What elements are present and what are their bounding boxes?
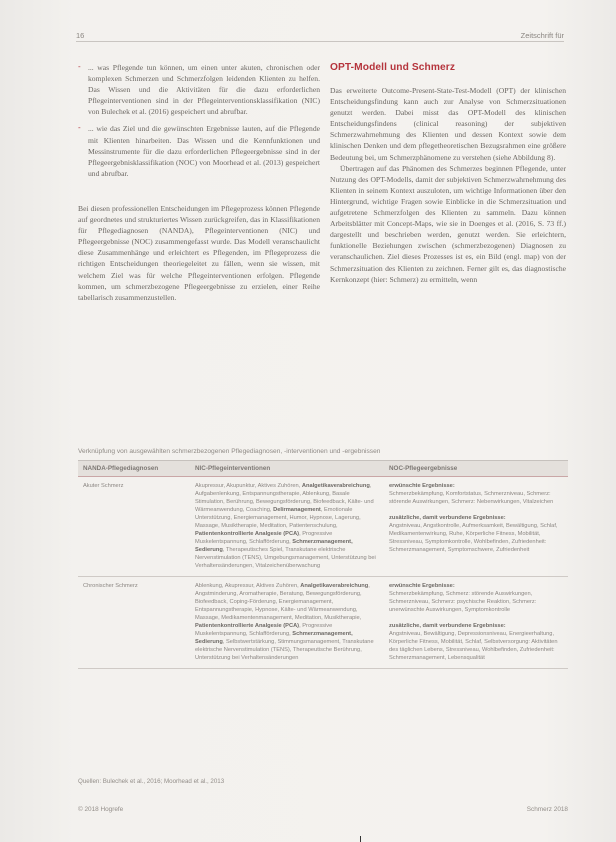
cell-bold-term: Analgetikaverabreichung xyxy=(301,483,370,489)
cell-text: Schmerzbekämpfung, Komfortstatus, Schmerzniveau, Schmerz: störende Auswirkungen, Schmerz: Nebenwirkungen, Vitalzeichen xyxy=(389,491,554,505)
list-item xyxy=(78,123,320,178)
cell-text: , Progressive Muskelentspannung, Schlafförderung, xyxy=(195,623,333,637)
cell-text: , Selbstwertstärkung, Stimmungsmanagement, Transkutane elektrische Nervenstimulation (TENS), Therapeutische Berührung, Unterstützung bei Verhaltensänderungen xyxy=(195,639,374,661)
cell-subheading: erwünschte Ergebnisse: xyxy=(389,583,455,589)
cell-text: , Therapeutisches Spiel, Transkutane elektrische Nervenstimulation (TENS), Umgebungsmanagement, Unterstützung bei Verhaltensänderungen, Vitalzeichenüberwachung xyxy=(195,547,376,569)
cell-text: Angstniveau, Bewältigung, Depressionsniveau, Energieerhaltung, Körperliche Fitness, Mobilität, Schlaf, Selbstversorgung: Aktivitäten des täglichen Lebens, Stressniveau, Wohlbefinden, Zufriedenheit: Schmerzmanagement, Lebensqualität xyxy=(389,631,558,661)
cell-text: Schmerzbekämpfung, Schmerz: störende Auswirkungen, Schmerzniveau, Schmerz: psychische Reaktion, Schmerz: unerwünschte Auswirkungen, Symptomkontrolle xyxy=(389,591,537,613)
classification-table-block xyxy=(78,448,568,669)
cell-text: , Progressive Muskelentspannung, Schlafförderung, xyxy=(195,531,333,545)
column-header: NOC-Pflegeergebnisse xyxy=(384,461,568,477)
cell-gap xyxy=(389,614,563,622)
left-column xyxy=(78,62,320,303)
noc-cell xyxy=(384,577,568,669)
cell-bold-term: Schmerzmanagement, Sedierung xyxy=(195,631,353,645)
right-column xyxy=(330,62,566,285)
column-header: NANDA-Pflegediagnosen xyxy=(78,461,190,477)
diagnosis-cell: Chronischer Schmerz xyxy=(78,577,190,669)
cell-text: , Emotionale Unterstützung, Energiemanagement, Humor, Hypnose, Lagerung, Massage, Musiktherapie, Meditation, Patientenschulung, xyxy=(195,507,361,529)
table-row xyxy=(78,577,568,669)
section-heading: OPT-Modell und Schmerz xyxy=(330,62,456,73)
cell-subheading: erwünschte Ergebnisse: xyxy=(389,483,455,489)
page-footer xyxy=(78,806,568,818)
footer-copyright: © 2018 Hogrefe xyxy=(78,806,124,813)
cell-text: Angstniveau, Angstkontrolle, Aufmerksamkeit, Bewältigung, Schlaf, Medikamentenwirkung, Ruhe, Körperliche Fitness, Mobilität, Stressniveau, Symptomkontrolle, Wohlbefinden, Zufriedenheit: Schmerzmanagement, Symptomschwere, Zufriedenheit xyxy=(389,523,558,553)
list-item xyxy=(78,62,320,117)
cell-subheading: zusätzliche, damit verbundene Ergebnisse: xyxy=(389,623,506,629)
list-item-text: ... wie das Ziel und die gewünschten Ergebnisse lauten, auf die Pflegende mit Klienten hinarbeiten. Das Wissen und die Kennfunktionen und Messinstrumente für die dazu erforderlichen Pflegeergebnisse sind in der Pflegeergebnisklassifikation (NOC) von Moorhead et al. (2013) gespeichert und abrufbar. xyxy=(88,124,320,178)
noc-cell xyxy=(384,477,568,577)
crop-mark xyxy=(360,836,361,842)
body-paragraph: Das erweiterte Outcome-Present-State-Test-Modell (OPT) der klinischen Entscheidungsfindung kann auch zur Analyse von Schmerzsituationen genutzt werden. Dabei misst das OPT-Modell des klinischen Entscheidungsfindens (clinical reasoning) der subjektiven Schmerzwahrnehmung des Klienten und dessen Kontext sowie dem klinischen Denken und dem pflegetheoretischen Bezugsrahmen eine größere Bedeutung bei, um Schmerzphänomene zu verstehen (siehe Abbildung 8). xyxy=(330,86,566,162)
table-source-note: Quellen: Bulechek et al., 2016; Moorhead et al., 2013 xyxy=(78,778,225,785)
table-row xyxy=(78,477,568,577)
cell-bold-term: Analgetikaverabreichung xyxy=(300,583,369,589)
cell-gap xyxy=(389,506,563,514)
cell-bold-term: Patientenkontrollierte Analgesie (PCA) xyxy=(195,531,300,537)
cell-text: , Aufgabenlenkung, Entspannungstherapie, Ablenkung, Basale Stimulation, Berührung, Bewegungsförderung, Biofeedback, Kälte- und Wärmeanwendung, Coaching, xyxy=(195,483,374,513)
page-number: 16 xyxy=(76,31,85,40)
running-header xyxy=(76,30,564,42)
cell-bold-term: Patientenkontrollierte Analgesie (PCA) xyxy=(195,623,300,629)
diagnosis-cell: Akuter Schmerz xyxy=(78,477,190,577)
table-caption: Verknüpfung von ausgewählten schmerzbezogenen Pflegediagnosen, -interventionen und -ergebnissen xyxy=(78,448,568,461)
footer-journal: Schmerz 2018 xyxy=(526,806,568,813)
table-header-row xyxy=(78,461,568,477)
nic-cell xyxy=(190,577,384,669)
body-paragraph: Bei diesen professionellen Entscheidungen im Pflegeprozess können Pflegende auf geordnetes und strukturiertes Wissen zurückgreifen, das in Klassifikationen für Pflegediagnosen (NANDA), Pflegeinterventionen (NIC) und Pflegeergebnisse (NOC) zusammengefasst wurde. Das Modell veranschaulicht diese Zusammenhänge und erleichtert es Pflegenden, im Pflegeprozess die richtigen Entscheidungen theoriegeleitet zu fällen, wenn sie wissen, mit welchem Ziel was für welche Pflegeinterventionen erfolgen. Pflegende kommen, um schmerzbezogene Pflegeergebnisse zu erzielen, einer Reihe tabellarisch zusammenzustellen. xyxy=(78,203,320,302)
body-paragraph: Übertragen auf das Phänomen des Schmerzes beginnen Pflegende, unter Nutzung des OPT-Modells, damit der subjektiven Schmerzwahrnehmung des Klienten in seinem Kontext auszuloten, um wichtige Informationen über den Hintergrund, wichtige Fragen sowie Einblicke in die Schmerzsituation und aufgetretene Schmerzfolgen des Klienten zu sammeln. Dazu können Arbeitsblätter mit Concept-Maps, wie sie in Doenges et al. (2016, S. 73 ff.) dargestellt und beschrieben werden, genutzt werden. Sie erleichtern, funktionelle Beziehungen zwischen (schmerzbezogenen) Diagnosen zu veranschaulichen. Ziel dieses Prozesses ist es, ein Bild (engl. map) von der Schmerzsituation des Klienten zu zeichnen. Ferner gilt es, das diagnostische Kernkonzept (hier: Schmerz) zu ermitteln, wenn xyxy=(330,163,566,284)
column-header: NIC-Pflegeinterventionen xyxy=(190,461,384,477)
nic-cell xyxy=(190,477,384,577)
bullet-dash: - xyxy=(78,62,81,71)
list-item-text: ... was Pflegende tun können, um einen unter akuten, chronischen oder komplexen Schmerzen und Schmerzfolgen leidenden Klienten zu helfen. Das Wissen und die Aktivitäten für die dazu erforderlichen Pflegeinterventionen sind in der Pflegeinterventionsklassifikation (NIC) von Bulechek et al. (2016) gespeichert und abrufbar. xyxy=(88,63,320,117)
cell-text: Ablenkung, Akupressur, Aktives Zuhören, xyxy=(195,583,301,589)
cell-text: , Angstminderung, Aromatherapie, Beratung, Bewegungsförderung, Biofeedback, Coping-Förderung, Energiemanagement, Entspannungstherapie, Hypnose, Kälte- und Wärmeanwendung, Massage, Medikamentenmanagement, Meditation, Musiktherapie, xyxy=(195,583,370,621)
running-header-section: Zeitschrift für xyxy=(520,31,564,40)
cell-subheading: zusätzliche, damit verbundene Ergebnisse: xyxy=(389,515,506,521)
bullet-dash: - xyxy=(78,123,81,133)
cell-bold-term: Delirmanagement xyxy=(273,507,321,513)
cell-text: Akupressur, Akupunktur, Aktives Zuhören, xyxy=(195,483,302,489)
classification-table xyxy=(78,461,568,669)
cell-bold-term: Schmerzmanagement, Sedierung xyxy=(195,539,353,553)
